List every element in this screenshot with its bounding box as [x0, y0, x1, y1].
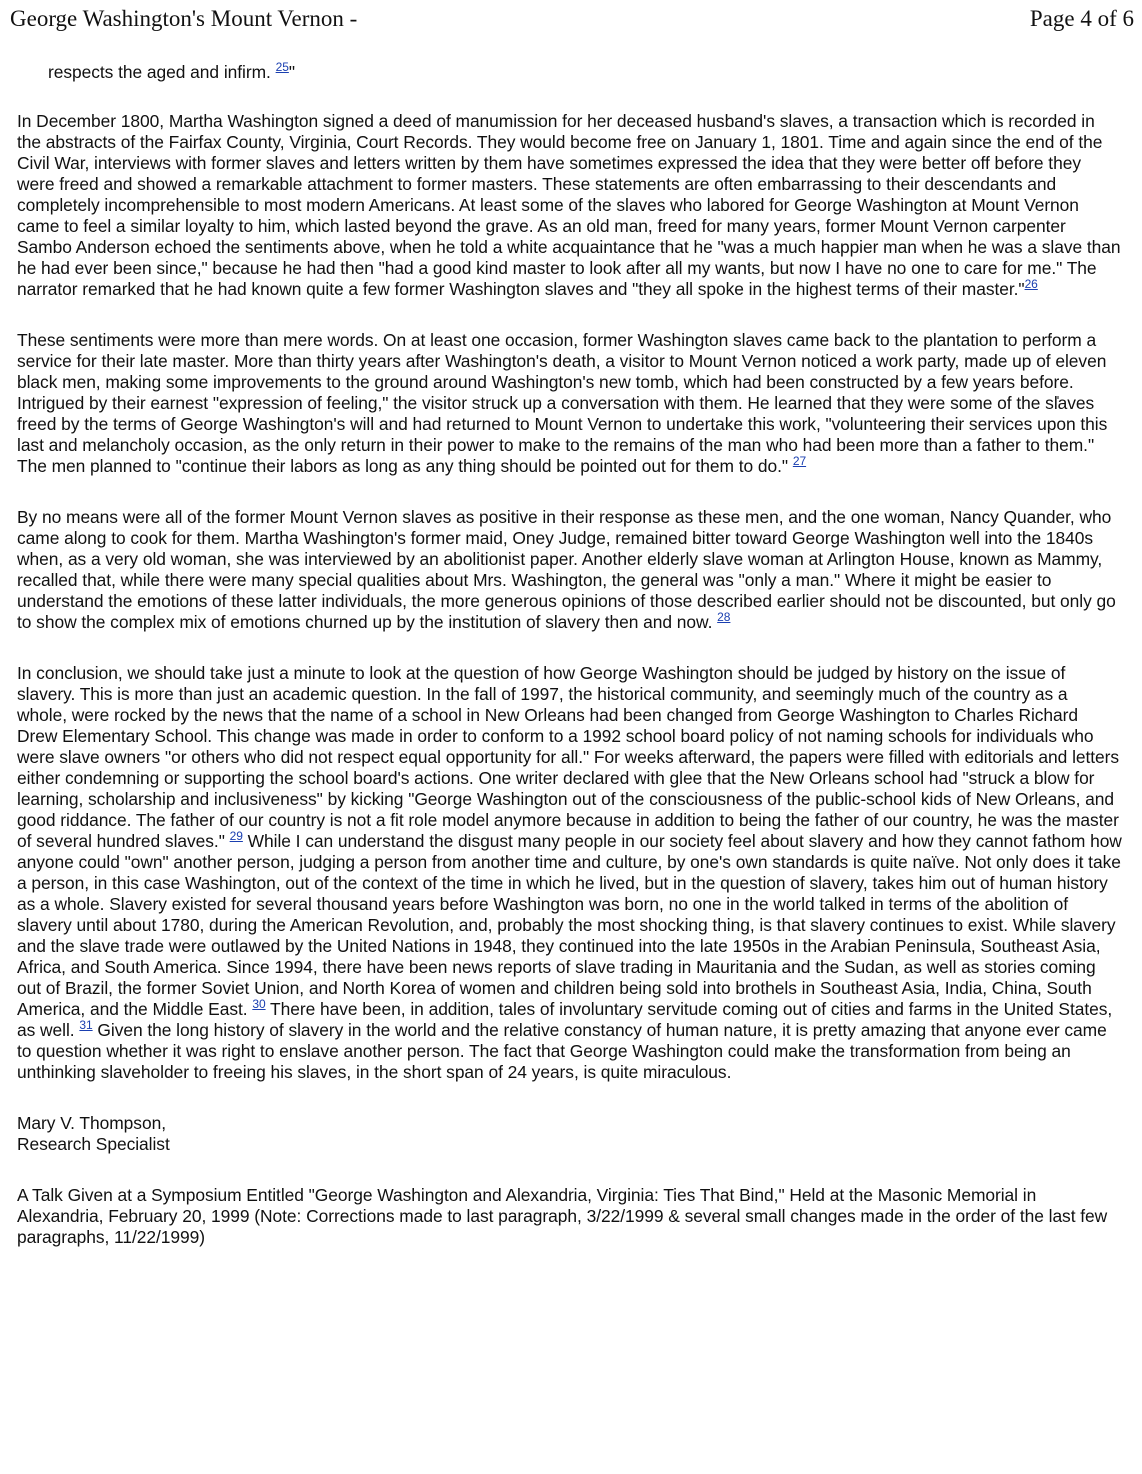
- footnote-link-25[interactable]: 25: [275, 60, 289, 74]
- article-body: [17, 62, 1122, 1278]
- paragraph-mixed-emotions: [17, 507, 1122, 633]
- page-title: George Washington's Mount Vernon -: [10, 6, 358, 31]
- paragraph-text: While I can understand the disgust many people in our society feel about slavery and how they cannot fathom how anyone could "own" another person, judging a person from another time and culture, by one's own standards is quite naïve. Not only does it take a person, in this case Washington, out of the context of the time in which he lived, but in the question of slavery, takes him out of human history as a whole. Slavery existed for several thousand years before Washington was born, no one in the world talked in terms of the abolition of slavery until about 1780, during the American Revolution, and, probably the most shocking thing, is that slavery continues to exist. While slavery and the slave trade were outlawed by the United Nations in 1948, they continued into the late 1950s in the Arabian Peninsula, Southeast Asia, Africa, and South America. Since 1994, there have been news reports of slave trading in Mauritania and the Sudan, as well as stories coming out of Brazil, the former Soviet Union, and North Korea of women and children being sold into brothels in Southeast Asia, India, China, South America, and the Middle East.: [17, 831, 1122, 1019]
- paragraph-manumission: [17, 111, 1122, 300]
- page-header: [0, 0, 1142, 40]
- paragraph-tomb-work-party: [17, 330, 1122, 477]
- paragraph-text: In December 1800, Martha Washington signed a deed of manumission for her deceased husband's slaves, a transaction which is recorded in the abstracts of the Fairfax County, Virginia, Court Records. They would become free on January 1, 1801. Time and again since the end of the Civil War, interviews with former slaves and letters written by them have sometimes expressed the idea that they were better off before they were freed and showed a remarkable attachment to former masters. These statements are often embarrassing to their descendants and completely incomprehensible to most modern Americans. At least some of the slaves who labored for George Washington at Mount Vernon came to feel a similar loyalty to him, which lasted beyond the grave. As an old man, freed for many years, former Mount Vernon carpenter Sambo Anderson echoed the sentiments above, when he told a white acquaintance that he "was a much happier man when he was a slave than he had ever been since," because he had then "had a good kind master to look after all my wants, but now I have no one to care for me." The narrator remarked that he had known quite a few former Washington slaves and "they all spoke in the highest terms of their master.": [17, 111, 1121, 299]
- paragraph-continuation: [17, 62, 1122, 83]
- closing-quote: ": [288, 62, 295, 82]
- author-signature: [17, 1113, 1122, 1155]
- paragraph-text: There have been, in addition, tales of involuntary servitude coming out of cities and farms in the United States, as well.: [17, 999, 1113, 1040]
- footnote-link-28[interactable]: 28: [717, 610, 731, 624]
- footnote-link-30[interactable]: 30: [252, 997, 266, 1011]
- footnote-link-26[interactable]: 26: [1024, 277, 1038, 291]
- footnote-link-31[interactable]: 31: [79, 1018, 93, 1032]
- footnote-link-29[interactable]: 29: [229, 829, 243, 843]
- source-note: [17, 1185, 1122, 1248]
- paragraph-text: Given the long history of slavery in the world and the relative constancy of human nature, it is pretty amazing that anyone ever came to question whether it was right to enslave another person. The fact that George Washington could make the transformation from being an unthinking slaveholder to freeing his slaves, in the short span of 24 years, is quite miraculous.: [17, 1020, 1107, 1082]
- paragraph-text: These sentiments were more than mere words. On at least one occasion, former Washington slaves came back to the plantation to perform a service for their late master. More than thirty years after Washington's death, a visitor to Mount Vernon noticed a work party, made up of eleven black men, making some improvements to the ground around Washington's new tomb, which had been constructed by a few years before. Intrigued by their earnest "expression of feeling," the visitor struck up a conversation with them. He learned that they were some of the slaves freed by the terms of George Washington's will and had returned to Mount Vernon to undertake this work, "volunteering their services upon this last and melancholy occasion, as the only return in their power to make to the remains of the man who had been more than a father to them." The men planned to "continue their labors as long as any thing should be pointed out for them to do.": [17, 330, 1108, 476]
- page-number: Page 4 of 6: [1029, 6, 1134, 31]
- source-note-text: A Talk Given at a Symposium Entitled "George Washington and Alexandria, Virginia: Ties That Bind," Held at the Masonic Memorial in Alexandria, February 20, 1999 (Note: Corrections made to last paragraph, 3/22/1999 & several small changes made in the order of the last few paragraphs, 11/22/1999): [17, 1185, 1108, 1247]
- paragraph-text: By no means were all of the former Mount Vernon slaves as positive in their response as these men, and the one woman, Nancy Quander, who came along to cook for them. Martha Washington's former maid, Oney Judge, remained bitter toward George Washington well into the 1840s when, as a very old woman, she was interviewed by an abolitionist paper. Another elderly slave woman at Arlington House, known as Mammy, recalled that, while there were many special qualities about Mrs. Washington, the general was "only a man." Where it might be easier to understand the emotions of these latter individuals, the more generous opinions of those described earlier should not be discounted, but only go to show the complex mix of emotions churned up by the institution of slavery then and now.: [17, 507, 1116, 632]
- author-name: Mary V. Thompson,: [17, 1113, 166, 1133]
- paragraph-text: respects the aged and infirm.: [48, 62, 276, 82]
- paragraph-conclusion: [17, 663, 1122, 1083]
- footnote-link-27[interactable]: 27: [792, 454, 807, 468]
- author-role: Research Specialist: [17, 1134, 170, 1154]
- paragraph-text: In conclusion, we should take just a minute to look at the question of how George Washington should be judged by history on the issue of slavery. This is more than just an academic question. In the fall of 1997, the historical community, and seemingly much of the country as a whole, were rocked by the news that the name of a school in New Orleans had been changed from George Washington to Charles Richard Drew Elementary School. This change was made in order to conform to a 1992 school board policy of not naming schools for individuals who were slave owners "or others who did not respect equal opportunity for all." For weeks afterward, the papers were filled with editorials and letters either condemning or supporting the school board's actions. One writer declared with glee that the New Orleans school had "struck a blow for learning, scholarship and inclusiveness" by kicking "George Washington out of the consciousness of the public-school kids of New Orleans, and good riddance. The father of our country is not a fit role model anymore because in addition to being the father of our country, he was the master of several hundred slaves.": [17, 663, 1120, 851]
